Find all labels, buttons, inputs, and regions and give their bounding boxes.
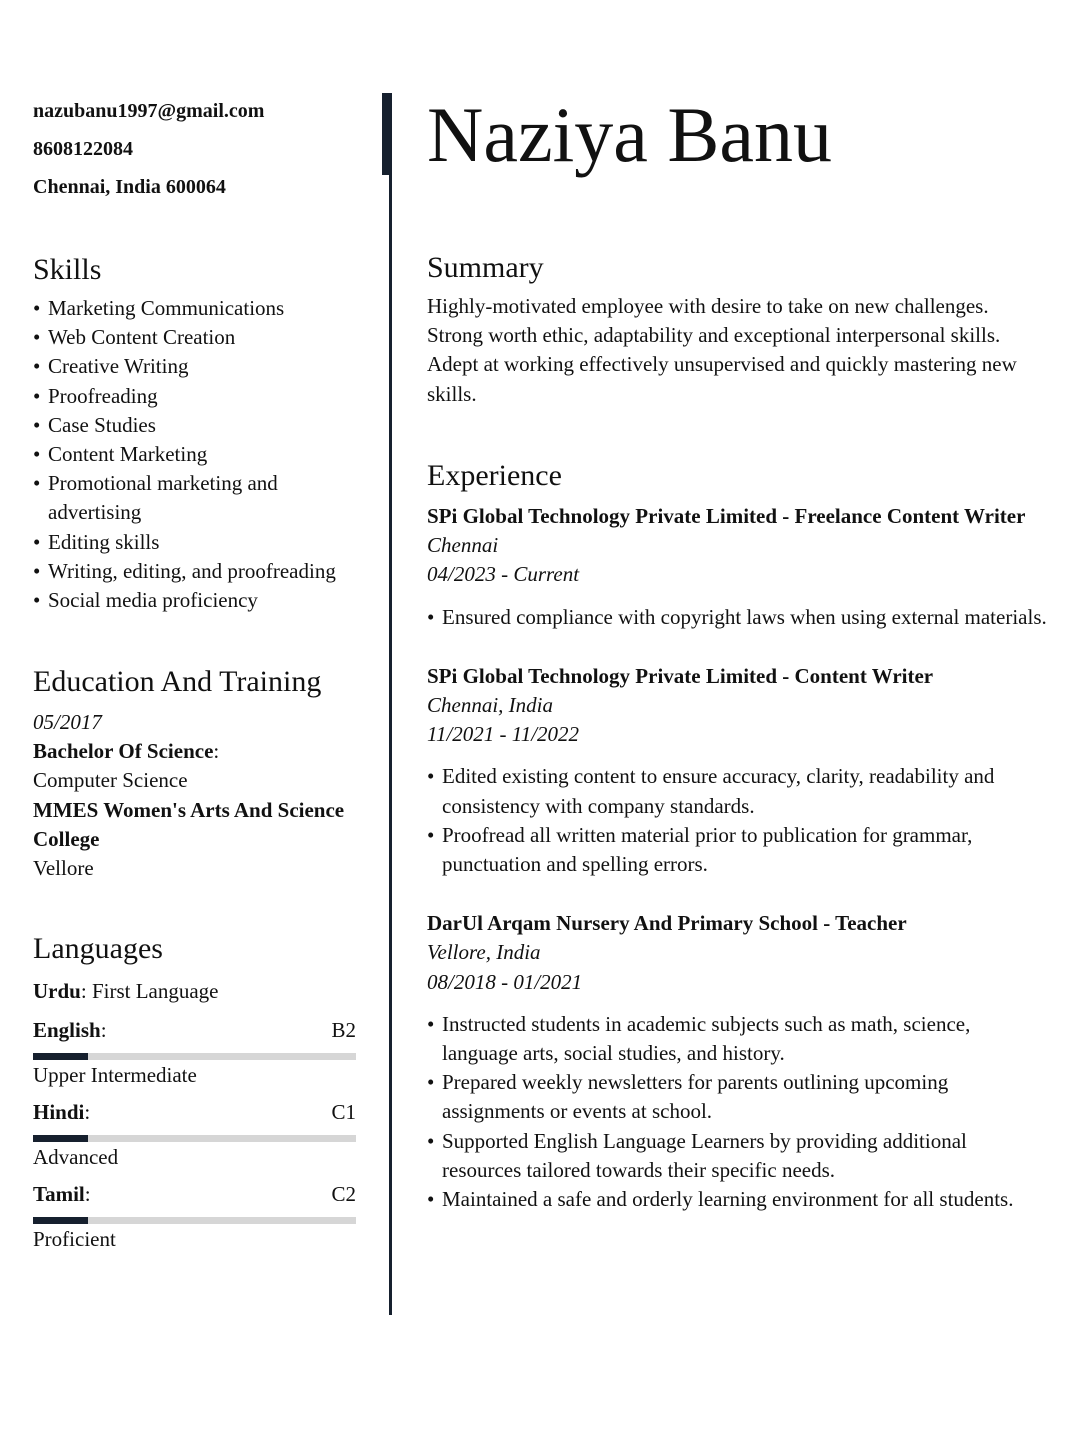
languages-section bbox=[33, 931, 356, 1252]
education-section bbox=[33, 664, 363, 883]
job-entry bbox=[427, 662, 1047, 879]
skill-item: • Proofreading bbox=[33, 382, 363, 411]
language-item bbox=[33, 1180, 356, 1252]
education-heading: Education And Training bbox=[33, 665, 322, 698]
job-bullet: • Edited existing content to ensure accuracy, clarity, readability and consistency with company standards. bbox=[427, 762, 1047, 820]
education-degree: Bachelor Of Science bbox=[33, 739, 214, 764]
phone-text: 8608122084 bbox=[33, 138, 133, 160]
language-label bbox=[33, 1098, 90, 1127]
language-proficiency-bar bbox=[33, 1217, 356, 1224]
education-degree-line bbox=[33, 737, 363, 766]
skill-item: • Editing skills bbox=[33, 528, 363, 557]
job-title: DarUl Arqam Nursery And Primary School - Teacher bbox=[427, 911, 907, 936]
language-code: C1 bbox=[331, 1100, 356, 1124]
education-city: Vellore bbox=[33, 856, 94, 881]
email-text: nazubanu1997@gmail.com bbox=[33, 100, 265, 122]
summary-text: Highly-motivated employee with desire to take on new challenges. Strong worth ethic, adaptability and exceptional interpersonal skills. Adept at working effectively unsupervised and quickly mastering new skills. bbox=[427, 294, 1017, 406]
languages-heading: Languages bbox=[33, 932, 163, 965]
skills-heading: Skills bbox=[33, 253, 102, 286]
column-divider bbox=[389, 93, 392, 1315]
job-bullets bbox=[427, 762, 1047, 879]
skills-list bbox=[33, 294, 363, 615]
job-bullets bbox=[427, 603, 1047, 632]
language-proficiency-fill bbox=[33, 1135, 88, 1142]
location-text: Chennai, India 600064 bbox=[33, 176, 226, 198]
job-location: Chennai, India bbox=[427, 693, 553, 718]
job-bullet: • Supported English Language Learners by providing additional resources tailored towards their specific needs. bbox=[427, 1127, 1047, 1185]
language-name: Tamil bbox=[33, 1182, 85, 1206]
language-proficiency-bar bbox=[33, 1135, 356, 1142]
language-first bbox=[33, 977, 356, 1006]
job-bullet: • Proofread all written material prior to publication for grammar, punctuation and spelling errors. bbox=[427, 821, 1047, 879]
language-label bbox=[33, 1180, 91, 1209]
skills-section bbox=[33, 252, 363, 615]
language-name: Hindi bbox=[33, 1100, 85, 1124]
language-item bbox=[33, 1016, 356, 1088]
language-suffix: : bbox=[84, 1100, 91, 1124]
summary-section bbox=[427, 250, 1047, 409]
education-date: 05/2017 bbox=[33, 710, 102, 734]
language-level: Proficient bbox=[33, 1227, 116, 1251]
job-location: Vellore, India bbox=[427, 940, 541, 965]
experience-section bbox=[427, 458, 1047, 1214]
language-proficiency-fill bbox=[33, 1053, 88, 1060]
job-location: Chennai bbox=[427, 533, 499, 558]
language-level: Upper Intermediate bbox=[33, 1063, 197, 1087]
language-label bbox=[33, 1016, 107, 1045]
skill-item: • Social media proficiency bbox=[33, 586, 363, 615]
language-first-suffix: : First Language bbox=[80, 979, 219, 1003]
language-suffix: : bbox=[84, 1182, 91, 1206]
skill-item: • Writing, editing, and proofreading bbox=[33, 557, 363, 586]
job-title: SPi Global Technology Private Limited - Content Writer bbox=[427, 663, 934, 688]
job-dates: 11/2021 - 11/2022 bbox=[427, 722, 580, 747]
education-field: Computer Science bbox=[33, 768, 188, 793]
job-dates: 04/2023 - Current bbox=[427, 562, 580, 587]
job-entry bbox=[427, 502, 1047, 632]
candidate-name: Naziya Banu bbox=[427, 91, 833, 178]
experience-heading: Experience bbox=[427, 459, 562, 492]
contact-info bbox=[33, 92, 363, 206]
language-item bbox=[33, 1098, 356, 1170]
summary-heading: Summary bbox=[427, 251, 544, 284]
job-bullets bbox=[427, 1010, 1047, 1214]
skill-item: • Creative Writing bbox=[33, 352, 363, 381]
language-code: C2 bbox=[331, 1182, 356, 1206]
job-bullet: • Instructed students in academic subjects such as math, science, language arts, social studies, and history. bbox=[427, 1010, 1047, 1068]
skill-item: • Marketing Communications bbox=[33, 294, 363, 323]
language-name: Urdu bbox=[33, 979, 81, 1003]
skill-item: • Web Content Creation bbox=[33, 323, 363, 352]
language-level: Advanced bbox=[33, 1145, 119, 1169]
job-bullet: • Ensured compliance with copyright laws when using external materials. bbox=[427, 603, 1047, 632]
job-title: SPi Global Technology Private Limited - Freelance Content Writer bbox=[427, 504, 1026, 528]
skill-item: • Case Studies bbox=[33, 411, 363, 440]
language-proficiency-bar bbox=[33, 1053, 356, 1060]
language-proficiency-fill bbox=[33, 1217, 88, 1224]
language-suffix: : bbox=[100, 1018, 107, 1042]
language-name: English bbox=[33, 1018, 101, 1042]
education-school: MMES Women's Arts And Science College bbox=[33, 797, 345, 851]
skill-item: • Content Marketing bbox=[33, 440, 363, 469]
job-bullet: • Maintained a safe and orderly learning environment for all students. bbox=[427, 1185, 1047, 1214]
education-degree-suffix: : bbox=[213, 739, 220, 764]
job-bullet: • Prepared weekly newsletters for parents outlining upcoming assignments or events at school. bbox=[427, 1068, 1047, 1126]
job-dates: 08/2018 - 01/2021 bbox=[427, 969, 583, 994]
language-code: B2 bbox=[331, 1018, 356, 1042]
job-entry bbox=[427, 909, 1047, 1214]
skill-item: • Promotional marketing and advertising bbox=[33, 469, 363, 527]
